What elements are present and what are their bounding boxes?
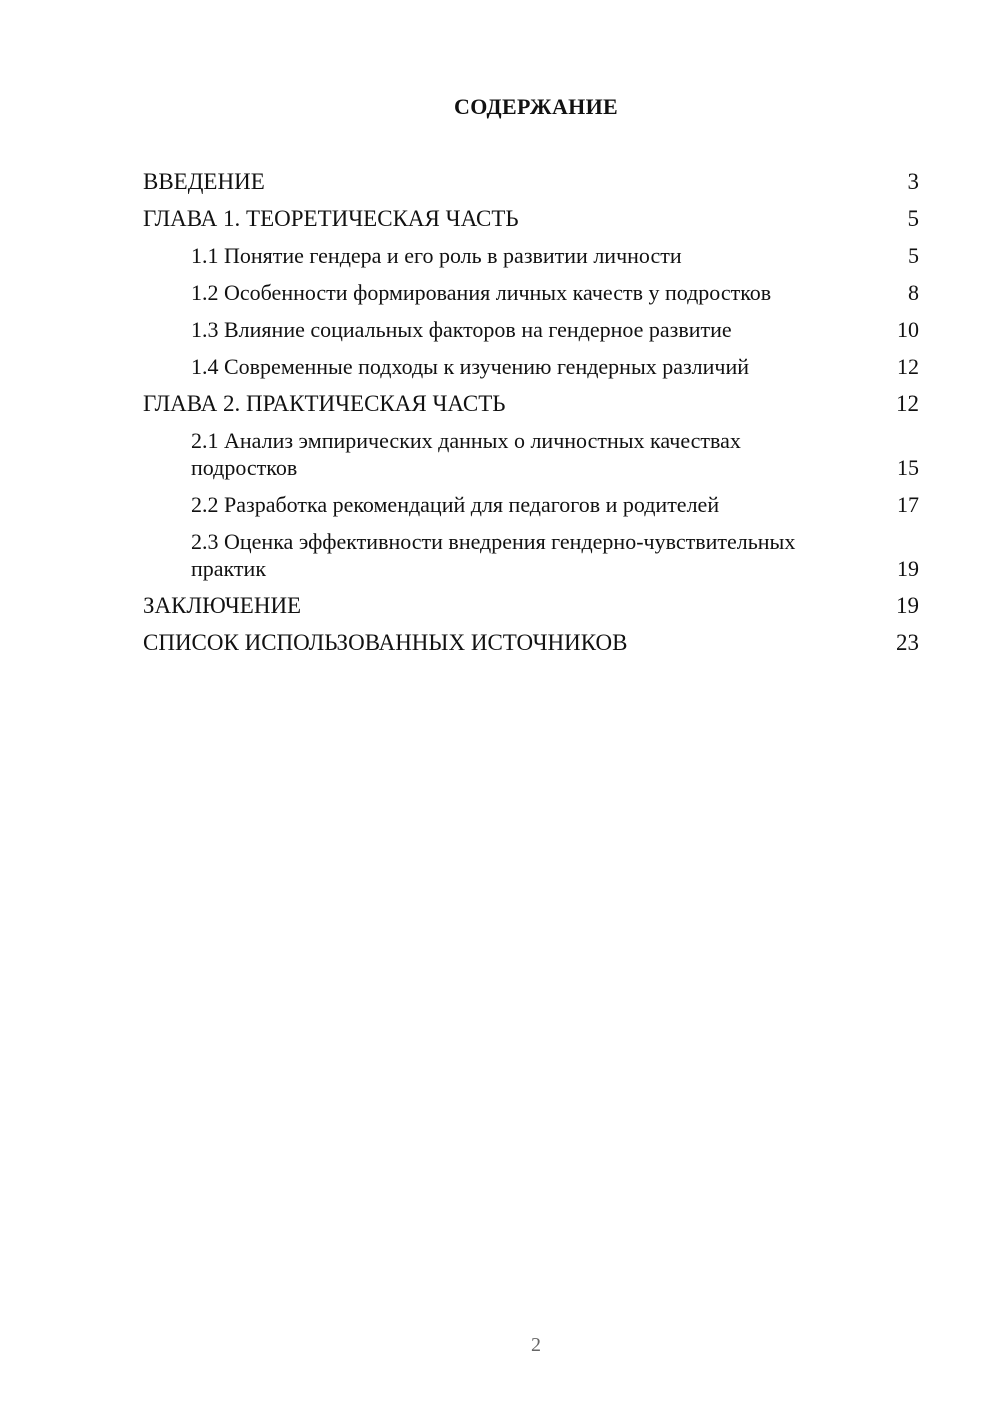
toc-entry-section-1-3[interactable] <box>143 316 919 343</box>
toc-entry-page: 5 <box>908 243 919 268</box>
toc-entry-section-2-2[interactable] <box>143 491 919 518</box>
toc-entry-page: 10 <box>897 317 919 342</box>
toc-entry-conclusion[interactable] <box>143 592 919 619</box>
toc-entry-references[interactable] <box>143 629 919 656</box>
toc-entry-section-1-4[interactable] <box>143 353 919 380</box>
toc-entry-page: 15 <box>897 455 919 480</box>
toc-entry-introduction[interactable] <box>143 168 919 195</box>
toc-entry-page: 12 <box>896 391 919 416</box>
toc-entry-section-2-1[interactable] <box>143 427 919 481</box>
table-of-contents <box>143 168 919 666</box>
page-number: 2 <box>531 1334 541 1356</box>
toc-entry-section-1-2[interactable] <box>143 279 919 306</box>
toc-entry-text: 1.4 Современные подходы к изучению гендерных различий <box>191 354 750 379</box>
toc-entry-text: 1.3 Влияние социальных факторов на гендерное развитие <box>191 317 732 342</box>
toc-entry-chapter-2[interactable] <box>143 390 919 417</box>
toc-entry-text: 2.1 Анализ эмпирических данных о личностных качествах подростков <box>191 428 741 480</box>
toc-entry-text: 1.2 Особенности формирования личных качеств у подростков <box>191 280 772 305</box>
toc-entry-text: ВВЕДЕНИЕ <box>143 169 265 194</box>
toc-entry-page: 23 <box>896 630 919 655</box>
toc-entry-page: 19 <box>896 593 919 618</box>
toc-entry-text: ГЛАВА 2. ПРАКТИЧЕСКАЯ ЧАСТЬ <box>143 391 506 416</box>
toc-title: СОДЕРЖАНИЕ <box>454 94 618 119</box>
toc-entry-page: 12 <box>897 354 919 379</box>
toc-entry-text: СПИСОК ИСПОЛЬЗОВАННЫХ ИСТОЧНИКОВ <box>143 630 628 655</box>
toc-entry-page: 19 <box>897 556 919 581</box>
toc-entry-page: 8 <box>908 280 919 305</box>
toc-entry-page: 5 <box>907 206 919 231</box>
toc-entry-chapter-1[interactable] <box>143 205 919 232</box>
toc-entry-page: 3 <box>907 169 919 194</box>
toc-entry-text: 1.1 Понятие гендера и его роль в развитии личности <box>191 243 682 268</box>
toc-entry-text: 2.2 Разработка рекомендаций для педагогов и родителей <box>191 492 720 517</box>
toc-entry-page: 17 <box>897 492 919 517</box>
toc-entry-text: 2.3 Оценка эффективности внедрения гендерно-чувствительных практик <box>191 529 796 581</box>
toc-entry-section-2-3[interactable] <box>143 528 919 582</box>
toc-entry-text: ГЛАВА 1. ТЕОРЕТИЧЕСКАЯ ЧАСТЬ <box>143 206 519 231</box>
toc-entry-section-1-1[interactable] <box>143 242 919 269</box>
toc-entry-text: ЗАКЛЮЧЕНИЕ <box>143 593 302 618</box>
